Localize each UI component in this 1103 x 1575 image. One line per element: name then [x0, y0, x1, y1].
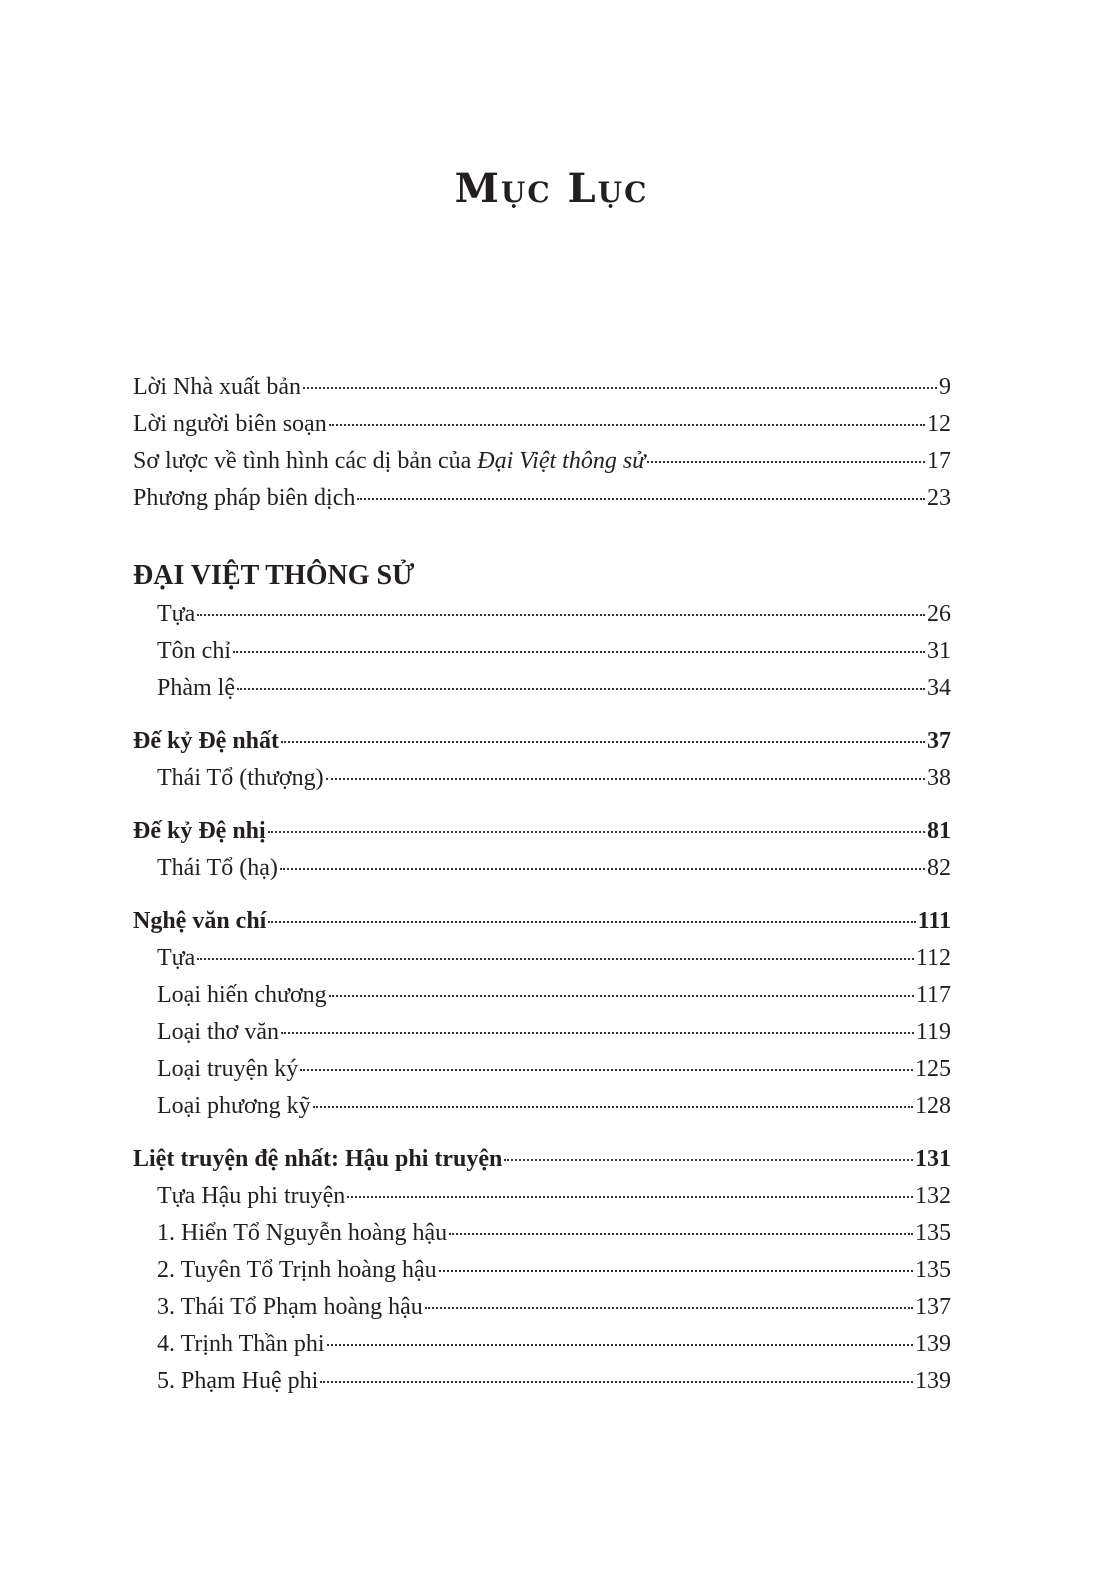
dot-leader	[233, 651, 925, 653]
entry-title: 2. Tuyên Tổ Trịnh hoàng hậu	[157, 1257, 437, 1283]
entry-title: Nghệ văn chí	[133, 908, 267, 934]
entry-title: 5. Phạm Huệ phi	[157, 1368, 319, 1394]
entry-title: Thái Tổ (hạ)	[157, 855, 278, 881]
toc-entry[interactable]	[133, 813, 951, 850]
entry-title: 3. Thái Tổ Phạm hoàng hậu	[157, 1294, 423, 1320]
page-number: 26	[927, 601, 951, 627]
toc-entry[interactable]	[133, 1014, 951, 1051]
dot-leader	[320, 1381, 913, 1383]
dot-leader	[449, 1233, 913, 1235]
toc-entry[interactable]	[133, 443, 951, 480]
toc-entry[interactable]	[133, 633, 951, 670]
toc-section	[133, 723, 951, 797]
toc-entry[interactable]	[133, 1051, 951, 1088]
toc-entry[interactable]	[133, 480, 951, 517]
dot-leader	[347, 1196, 913, 1198]
toc-entry[interactable]	[133, 1141, 951, 1178]
entry-title: Lời Nhà xuất bản	[133, 374, 301, 400]
dot-leader	[425, 1307, 913, 1309]
dot-leader	[197, 958, 914, 960]
page-number: 23	[927, 485, 951, 511]
toc-entry[interactable]	[133, 1178, 951, 1215]
entry-title-text: Sơ lược về tình hình các dị bản của	[133, 448, 478, 474]
toc-section	[133, 1141, 951, 1400]
page-number: 139	[915, 1331, 951, 1357]
dot-leader	[281, 1032, 914, 1034]
page-number: 119	[915, 1019, 951, 1045]
toc-entry[interactable]	[133, 723, 951, 760]
entry-title: Tựa	[157, 945, 196, 971]
dot-leader	[237, 688, 925, 690]
dot-leader	[268, 921, 915, 923]
dot-leader	[300, 1069, 913, 1071]
entry-title: Tựa	[157, 601, 196, 627]
dot-leader	[329, 995, 914, 997]
dot-leader	[197, 614, 925, 616]
page-number: 117	[915, 982, 951, 1008]
entry-title: 1. Hiển Tổ Nguyễn hoàng hậu	[157, 1220, 448, 1246]
page-number: 12	[927, 411, 951, 437]
page-number: 132	[915, 1183, 951, 1209]
page-number: 34	[927, 675, 951, 701]
page-number: 17	[927, 448, 951, 474]
entry-title: Đế kỷ Đệ nhị	[133, 818, 266, 844]
dot-leader	[357, 498, 925, 500]
entry-title: Phàm lệ	[157, 675, 235, 701]
entry-title: Loại phương kỹ	[157, 1093, 311, 1119]
dot-leader	[281, 741, 925, 743]
dot-leader	[280, 868, 925, 870]
toc-entry[interactable]	[133, 1215, 951, 1252]
page-number: 9	[939, 374, 951, 400]
dot-leader	[326, 778, 925, 780]
dot-leader	[647, 461, 925, 463]
toc-entry[interactable]	[133, 1326, 951, 1363]
toc-entry[interactable]	[133, 1252, 951, 1289]
entry-title: Đế kỷ Đệ nhất	[133, 728, 280, 754]
entry-title: Loại hiến chương	[157, 982, 327, 1008]
entry-title: Phương pháp biên dịch	[133, 485, 356, 511]
dot-leader	[268, 831, 925, 833]
toc-entry[interactable]	[133, 1289, 951, 1326]
page-number: 135	[915, 1220, 951, 1246]
toc-entry[interactable]	[133, 977, 951, 1014]
page-number: 37	[927, 728, 951, 754]
entry-title: 4. Trịnh Thần phi	[157, 1331, 325, 1357]
page-number: 112	[915, 945, 951, 971]
entry-title: Loại thơ văn	[157, 1019, 279, 1045]
dot-leader	[329, 424, 925, 426]
page-number: 131	[915, 1146, 951, 1172]
toc-entry[interactable]	[133, 670, 951, 707]
entry-title: Tựa Hậu phi truyện	[157, 1183, 346, 1209]
page-number: 81	[927, 818, 951, 844]
entry-title: Thái Tổ (thượng)	[157, 765, 324, 791]
page-number: 82	[927, 855, 951, 881]
dot-leader	[313, 1106, 913, 1108]
page-number: 135	[915, 1257, 951, 1283]
toc-entry[interactable]	[133, 850, 951, 887]
dot-leader	[439, 1270, 913, 1272]
toc-entry[interactable]	[133, 1088, 951, 1125]
page-title: Mục Lục	[454, 165, 649, 212]
page-number: 38	[927, 765, 951, 791]
toc-entry[interactable]	[133, 940, 951, 977]
toc-entry[interactable]	[133, 903, 951, 940]
entry-title: Lời người biên soạn	[133, 411, 327, 437]
page-number: 111	[917, 908, 951, 934]
page-number: 125	[915, 1056, 951, 1082]
page-number: 137	[915, 1294, 951, 1320]
toc-entry[interactable]	[133, 369, 951, 406]
entry-title: Tôn chỉ	[157, 638, 231, 664]
page-number: 31	[927, 638, 951, 664]
page-number: 128	[915, 1093, 951, 1119]
toc-entry[interactable]	[133, 596, 951, 633]
toc-entry[interactable]	[133, 1363, 951, 1400]
entry-title: Liệt truyện đệ nhất: Hậu phi truyện	[133, 1146, 503, 1172]
page-number: 139	[915, 1368, 951, 1394]
toc-section	[133, 903, 951, 1125]
toc-entry[interactable]	[133, 760, 951, 797]
toc-entry[interactable]	[133, 406, 951, 443]
dot-leader	[504, 1159, 913, 1161]
table-of-contents	[133, 369, 951, 1400]
dot-leader	[327, 1344, 913, 1346]
book-heading: ĐẠI VIỆT THÔNG SỬ	[133, 560, 415, 591]
toc-section	[133, 813, 951, 887]
entry-title-italic: Đại Việt thông sử	[477, 448, 646, 474]
entry-title	[133, 443, 645, 480]
dot-leader	[303, 387, 937, 389]
entry-title: Loại truyện ký	[157, 1056, 299, 1082]
